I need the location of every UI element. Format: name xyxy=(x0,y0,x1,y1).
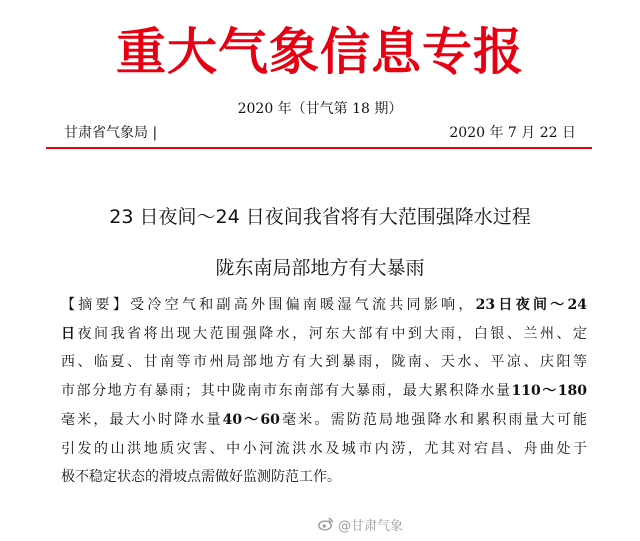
report-title-line-1: 23 日夜间～24 日夜间我省将有大范围强降水过程 xyxy=(109,206,531,228)
header-divider xyxy=(46,147,592,149)
abstract-text: 毫米。需防范局地强降水和累积雨量大可能 xyxy=(279,411,588,428)
abstract-line: 极不稳定状态的滑坡点需做好监测防范工作。 xyxy=(61,469,341,486)
report-title-line-2: 陇东南局部地方有大暴雨 xyxy=(215,257,425,279)
abstract-line xyxy=(61,291,587,320)
abstract-body xyxy=(61,291,587,492)
masthead-title: 重大气象信息专报 xyxy=(116,23,524,81)
abstract-line: 引发的山洪地质灾害、中小河流洪水及城市内涝，尤其对宕昌、舟曲处于 xyxy=(61,440,587,457)
abstract-line xyxy=(61,320,587,349)
issue-number: 2020 年（甘气第 18 期） xyxy=(237,101,403,117)
abstract-label: 【摘要】 xyxy=(61,297,131,313)
abstract-bold-text: 23日夜间～24 xyxy=(475,297,588,313)
weibo-watermark xyxy=(318,514,403,534)
watermark-text: @甘肃气象 xyxy=(338,518,404,534)
abstract-line: 西、临夏、甘南等市州局部地方有大到暴雨，陇南、天水、平凉、庆阳等 xyxy=(61,354,587,371)
abstract-text: 受冷空气和副高外围偏南暖湿气流共同影响， xyxy=(130,297,476,313)
abstract-bold-text: 40～60 xyxy=(222,411,280,428)
abstract-text: 毫米，最大小时降水量 xyxy=(61,411,223,428)
abstract-text: 夜间我省将出现大范围强降水，河东大部有中到大雨，白银、兰州、定 xyxy=(77,325,588,342)
issuer-name: 甘肃省气象局 | xyxy=(64,125,158,141)
abstract-line xyxy=(61,406,587,435)
abstract-bold-text: 日 xyxy=(61,325,78,342)
abstract-bold-text: 110～180 xyxy=(511,383,587,400)
abstract-line xyxy=(61,377,587,406)
abstract-text: 市部分地方有暴雨；其中陇南市东南部有大暴雨，最大累积降水量 xyxy=(61,383,512,400)
issue-date: 2020 年 7 月 22 日 xyxy=(449,125,576,141)
weibo-logo-icon xyxy=(318,517,334,531)
